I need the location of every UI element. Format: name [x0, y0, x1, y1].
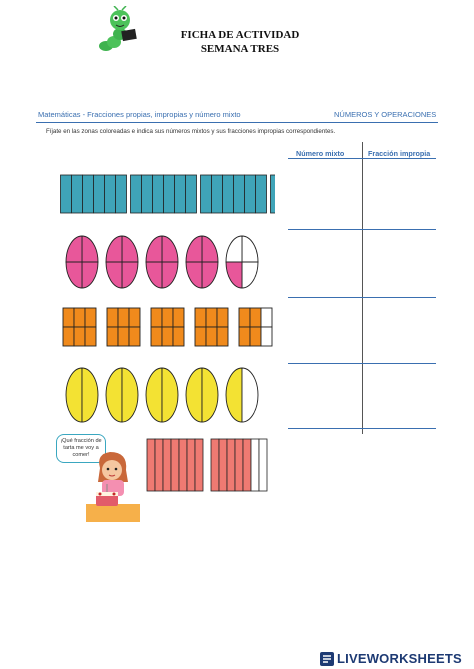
fraction-strip [175, 175, 186, 213]
grid-cell [217, 308, 228, 327]
fraction-strip [243, 439, 251, 491]
oval-half [82, 368, 98, 422]
worm-mascot-icon [92, 6, 142, 54]
exercise-4-figure [64, 366, 284, 424]
fraction-strip [72, 175, 83, 213]
grid-cell [173, 308, 184, 327]
fraction-strip [251, 439, 259, 491]
oval-quarter [122, 236, 138, 262]
grid-cell [261, 308, 272, 327]
column-header-improper-fraction: Fracción impropia [368, 149, 431, 158]
grid-cell [206, 308, 217, 327]
grid-cell [195, 308, 206, 327]
exercise-1-figure [60, 174, 275, 214]
grid-cell [151, 308, 162, 327]
fraction-strip [211, 439, 219, 491]
fraction-strip [219, 439, 227, 491]
fraction-strip [163, 439, 171, 491]
column-header-mixed-number: Número mixto [296, 149, 345, 158]
fraction-strip [116, 175, 127, 213]
oval-quarter [162, 262, 178, 288]
oval-quarter [162, 236, 178, 262]
subject-label: Matemáticas - Fracciones propias, impropias y número mixto [38, 110, 241, 119]
oval-quarter [202, 262, 218, 288]
oval-quarter [186, 236, 202, 262]
grid-cell [118, 308, 129, 327]
fraction-strip [235, 439, 243, 491]
answer-row-3[interactable] [288, 363, 436, 364]
grid-cell [162, 308, 173, 327]
fraction-strip [195, 439, 203, 491]
grid-cell [118, 327, 129, 346]
oval-half [162, 368, 178, 422]
oval-quarter [226, 236, 242, 262]
grid-cell [217, 327, 228, 346]
grid-cell [173, 327, 184, 346]
exercise-2-figure [64, 234, 279, 290]
oval-quarter [226, 262, 242, 288]
oval-quarter [242, 236, 258, 262]
grid-cell [129, 327, 140, 346]
fraction-strip [259, 439, 267, 491]
fraction-strip [223, 175, 234, 213]
table-divider [362, 142, 363, 434]
fraction-strip [164, 175, 175, 213]
fraction-strip [171, 439, 179, 491]
grid-cell [63, 327, 74, 346]
oval-quarter [146, 236, 162, 262]
grid-cell [151, 327, 162, 346]
speech-bubble: ¡Qué fracción de tarta me voy a comer! [56, 434, 106, 463]
grid-cell [250, 308, 261, 327]
fraction-strip [201, 175, 212, 213]
oval-quarter [186, 262, 202, 288]
grid-cell [74, 327, 85, 346]
fraction-strip [153, 175, 164, 213]
fraction-strip [131, 175, 142, 213]
oval-half [146, 368, 162, 422]
oval-half [106, 368, 122, 422]
grid-cell [195, 327, 206, 346]
table-header-rule [288, 158, 436, 159]
oval-quarter [82, 262, 98, 288]
grid-cell [107, 308, 118, 327]
oval-quarter [106, 236, 122, 262]
oval-half [242, 368, 258, 422]
fraction-strip [271, 175, 276, 213]
fraction-strip [234, 175, 245, 213]
oval-half [226, 368, 242, 422]
fraction-strip [227, 439, 235, 491]
oval-half [122, 368, 138, 422]
answer-row-4[interactable] [288, 428, 436, 429]
page-title: FICHA DE ACTIVIDAD [180, 29, 300, 41]
girl-eating-cake-illustration [82, 446, 144, 528]
fraction-strip [245, 175, 256, 213]
exercise-3-figure [62, 307, 282, 349]
oval-quarter [106, 262, 122, 288]
oval-half [202, 368, 218, 422]
grid-cell [85, 308, 96, 327]
fraction-strip [187, 439, 195, 491]
page-subtitle: SEMANA TRES [200, 43, 280, 55]
fraction-strip [212, 175, 223, 213]
grid-cell [261, 327, 272, 346]
oval-quarter [146, 262, 162, 288]
fraction-strip [155, 439, 163, 491]
oval-half [66, 368, 82, 422]
grid-cell [63, 308, 74, 327]
grid-cell [129, 308, 140, 327]
oval-quarter [66, 262, 82, 288]
grid-cell [250, 327, 261, 346]
instructions: Fíjate en las zonas coloreadas e indica sus números mixtos y sus fracciones impropias correspondientes. [46, 128, 336, 135]
answer-row-2[interactable] [288, 297, 436, 298]
grid-cell [239, 327, 250, 346]
fraction-strip [142, 175, 153, 213]
grid-cell [74, 308, 85, 327]
grid-cell [239, 308, 250, 327]
oval-quarter [202, 236, 218, 262]
fraction-strip [105, 175, 116, 213]
liveworksheets-logo-icon [320, 652, 334, 666]
fraction-strip [179, 439, 187, 491]
fraction-strip [61, 175, 72, 213]
oval-quarter [82, 236, 98, 262]
fraction-strip [94, 175, 105, 213]
grid-cell [162, 327, 173, 346]
header-rule [36, 122, 438, 123]
fraction-strip [256, 175, 267, 213]
answer-row-1[interactable] [288, 229, 436, 230]
oval-quarter [242, 262, 258, 288]
grid-cell [85, 327, 96, 346]
exercise-5-figure [146, 437, 276, 493]
grid-cell [107, 327, 118, 346]
oval-half [186, 368, 202, 422]
section-label: NÚMEROS Y OPERACIONES [334, 110, 437, 119]
fraction-strip [147, 439, 155, 491]
fraction-strip [186, 175, 197, 213]
grid-cell [206, 327, 217, 346]
fraction-strip [83, 175, 94, 213]
footer-brand: LIVEWORKSHEETS [337, 651, 462, 666]
oval-quarter [122, 262, 138, 288]
oval-quarter [66, 236, 82, 262]
